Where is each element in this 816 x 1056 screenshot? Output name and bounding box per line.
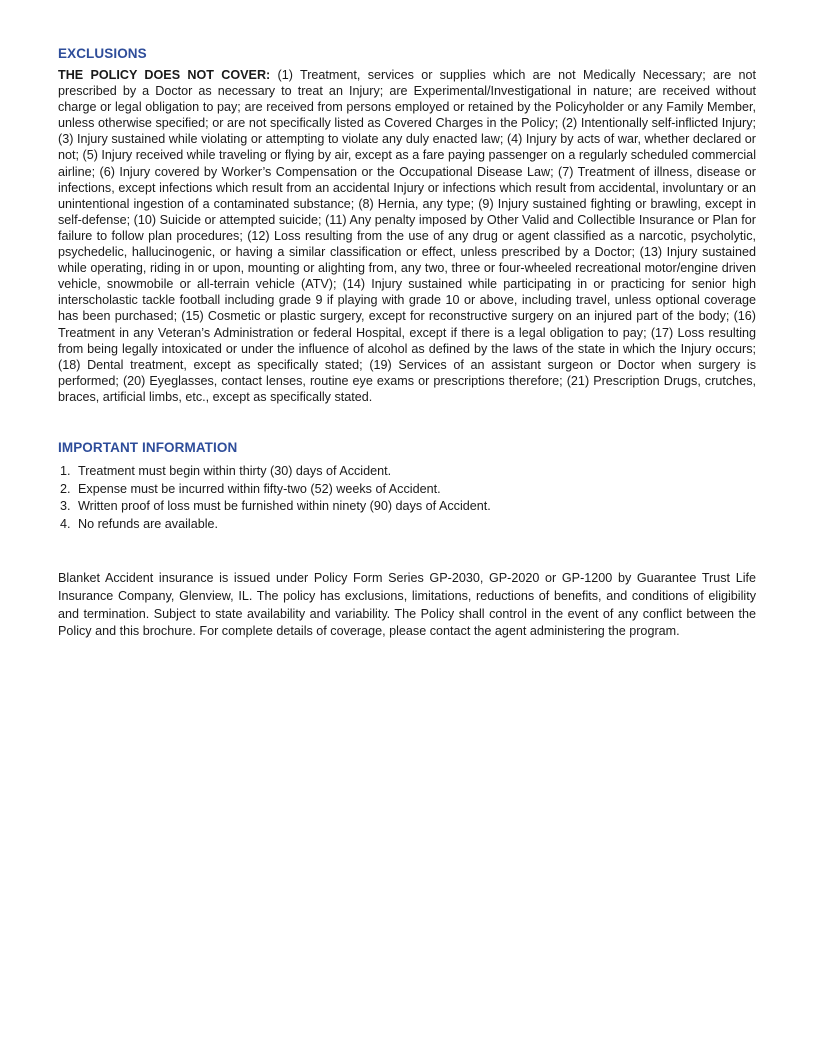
disclaimer-paragraph: Blanket Accident insurance is issued under Policy Form Series GP-2030, GP-2020 or GP-1200 by Guarantee Trust Life Insurance Company, Glenview, IL. The policy has exclusions, limitations, reductions of benefits, and conditions of eligibility and termination. Subject to state availability and variability. The Policy shall control in the event of any conflict between the Policy and this brochure. For complete details of coverage, please contact the agent administering the program. <box>58 571 756 639</box>
exclusions-text: (1) Treatment, services or supplies which are not Medically Necessary; are not prescribed by a Doctor as necessary to treat an Injury; are Experimental/Investigational in nature; are received without charge or legal obligation to pay; are received from persons employed or retained by the Policyholder or any Family Member, unless otherwise specified; or are not specifically listed as Covered Charges in the Policy; (2) Intentionally self-inflicted Injury; (3) Injury sustained while violating or attempting to violate any duly enacted law; (4) Injury by acts of war, whether declared or not; (5) Injury received while traveling or flying by air, except as a fare paying passenger on a regularly scheduled commercial airline; (6) Injury covered by Worker’s Compensation or the Occupational Disease Law; (7) Treatment of illness, disease or infections, except infections which result from an accidental Injury or infections which result from accidental, involuntary or an unintentional ingestion of a contaminated substance; (8) Hernia, any type; (9) Injury sustained fighting or brawling, except in self-defense; (10) Suicide or attempted suicide; (11) Any penalty imposed by Other Valid and Collectible Insurance or Plan for failure to follow plan procedures; (12) Loss resulting from the use of any drug or agent classified as a narcotic, psycholytic, psychedelic, hallucinogenic, or having a similar classification or effect, unless prescribed by a Doctor; (13) Injury sustained while operating, riding in or upon, mounting or alighting from, any two, three or four-wheeled recreational motor/engine driven vehicle, snowmobile or all-terrain vehicle (ATV); (14) Injury sustained while participating in or practicing for senior high interscholastic tackle football including grade 9 if playing with grade 10 or above, including travel, unless optional coverage has been purchased; (15) Cosmetic or plastic surgery, except for reconstructive surgery on an injured part of the body; (16) Treatment in any Veteran’s Administration or federal Hospital, except if there is a legal obligation to pay; (17) Loss resulting from being legally intoxicated or under the influence of alcohol as defined by the laws of the state in which the Injury occurs; (18) Dental treatment, except as specifically stated; (19) Services of an assistant surgeon or Doctor when surgery is performed; (20) Eyeglasses, contact lenses, routine eye exams or prescriptions therefore; (21) Prescription Drugs, crutches, braces, artificial limbs, etc., except as specifically stated. <box>58 68 757 404</box>
list-item-text: Written proof of loss must be furnished within ninety (90) days of Accident. <box>78 499 491 514</box>
list-item-number: 1. <box>60 463 71 478</box>
list-item <box>58 481 756 499</box>
exclusions-section <box>58 46 756 405</box>
document-page <box>58 46 756 653</box>
list-item-text: No refunds are available. <box>78 516 219 531</box>
important-information-section <box>58 440 756 533</box>
list-item <box>58 516 756 534</box>
list-item-number: 3. <box>60 499 71 514</box>
list-item-text: Expense must be incurred within fifty-two (52) weeks of Accident. <box>78 481 441 496</box>
list-item <box>58 463 756 481</box>
important-information-list <box>58 463 756 533</box>
list-item <box>58 498 756 516</box>
exclusions-paragraph <box>58 67 756 405</box>
list-item-number: 2. <box>60 481 71 496</box>
exclusions-heading: EXCLUSIONS <box>58 46 147 61</box>
list-item-text: Treatment must begin within thirty (30) days of Accident. <box>78 463 392 478</box>
exclusions-lead: THE POLICY DOES NOT COVER: <box>58 68 271 82</box>
important-information-heading: IMPORTANT INFORMATION <box>58 439 238 455</box>
list-item-number: 4. <box>60 516 71 531</box>
